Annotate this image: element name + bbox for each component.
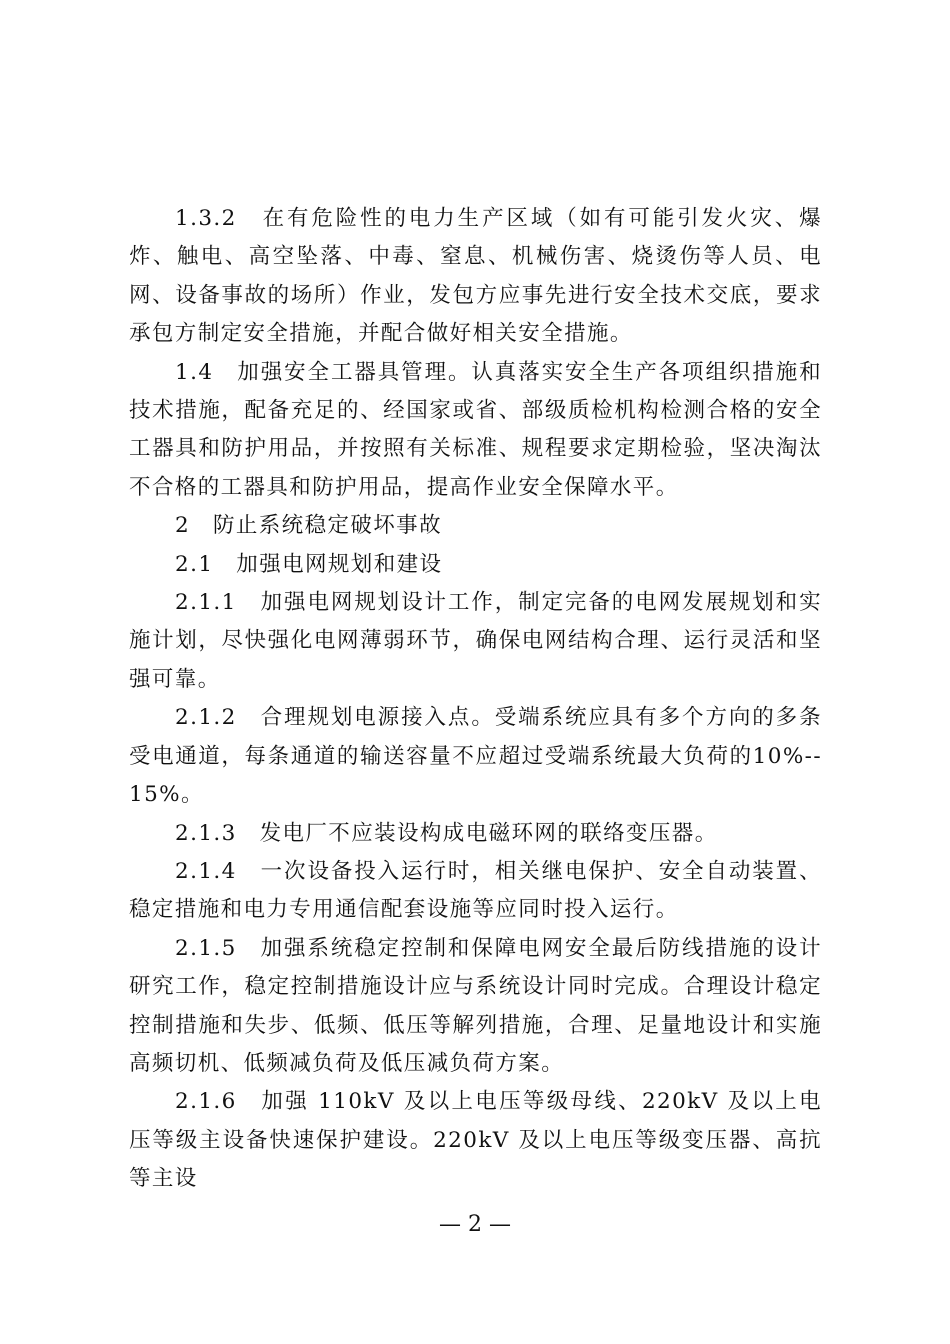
paragraph-2-1-4: 2.1.4 一次设备投入运行时，相关继电保护、安全自动装置、稳定措施和电力专用通信配套设施等应同时投入运行。 xyxy=(129,858,822,923)
section-heading-2: 2 防止系统稳定破坏事故 xyxy=(175,513,442,539)
paragraph-2-1-6: 2.1.6 加强 110kV 及以上电压等级母线、220kV 及以上电压等级主设备快速保护建设。220kV 及以上电压等级变压器、高抗等主设 xyxy=(129,1089,822,1192)
paragraph-2-1-1: 2.1.1 加强电网规划设计工作，制定完备的电网发展规划和实施计划，尽快强化电网薄弱环节，确保电网结构合理、运行灵活和坚强可靠。 xyxy=(129,590,822,692)
paragraph-1-3-2: 1.3.2 在有危险性的电力生产区域（如有可能引发火灾、爆炸、触电、高空坠落、中毒、窒息、机械伤害、烧烫伤等人员、电网、设备事故的场所）作业，发包方应事先进行安全技术交底，要求承包方制定安全措施，并配合做好相关安全措施。 xyxy=(129,206,822,347)
document-body xyxy=(129,200,822,1199)
paragraph-1-4: 1.4 加强安全工器具管理。认真落实安全生产各项组织措施和技术措施，配备充足的、经国家或省、部级质检机构检测合格的安全工器具和防护用品，并按照有关标准、规程要求定期检验，坚决淘汰不合格的工器具和防护用品，提高作业安全保障水平。 xyxy=(129,359,822,500)
paragraph-2-1-3: 2.1.3 发电厂不应装设构成电磁环网的联络变压器。 xyxy=(175,820,718,846)
page-number: — 2 — xyxy=(439,1212,511,1237)
paragraph-2-1-5: 2.1.5 加强系统稳定控制和保障电网安全最后防线措施的设计研究工作，稳定控制措施设计应与系统设计同时完成。合理设计稳定控制措施和失步、低频、低压等解列措施，合理、足量地设计和实施高频切机、低频减负荷及低压减负荷方案。 xyxy=(129,935,822,1076)
paragraph-2-1-2: 2.1.2 合理规划电源接入点。受端系统应具有多个方向的多条受电通道，每条通道的输送容量不应超过受端系统最大负荷的10%--15%。 xyxy=(129,705,822,808)
section-heading-2-1: 2.1 加强电网规划和建设 xyxy=(175,551,443,577)
page-footer xyxy=(0,1210,950,1240)
